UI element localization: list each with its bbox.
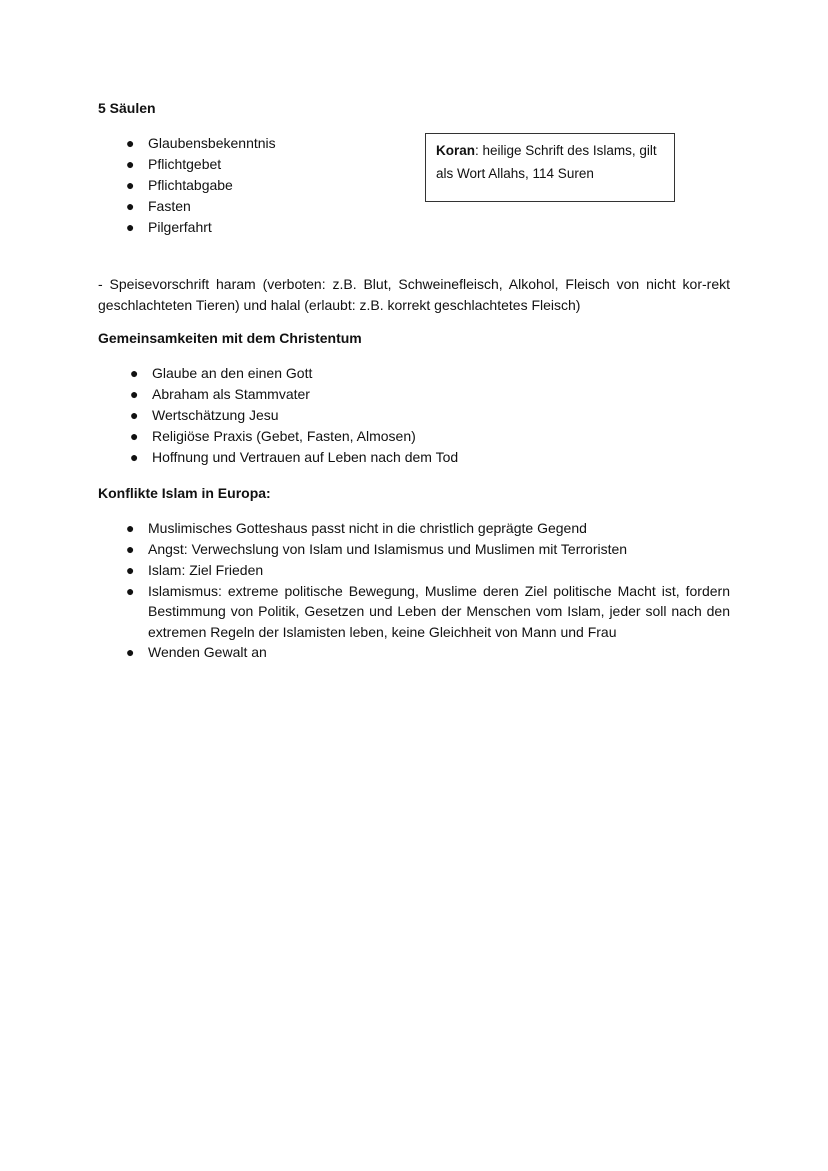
list-item <box>126 154 276 175</box>
item-text: Hoffnung und Vertrauen auf Leben nach dem Tod <box>152 449 459 465</box>
item-text: Wertschätzung Jesu <box>152 407 279 423</box>
bullet-icon: ● <box>126 520 135 536</box>
bullet-icon: ● <box>126 583 135 599</box>
bullet-icon: ● <box>130 428 139 444</box>
list-item <box>130 426 458 447</box>
item-text: Islamismus: extreme politische Bewegung, Muslime deren Ziel politische Macht ist, fordern Bestimmung von Politik, Gesetzen und Leben der Menschen vom Islam, jeder soll nach den extremen Regeln der Islamisten leben, keine Gleichheit von Mann und Frau <box>148 583 730 640</box>
heading-gemeinsamkeiten: Gemeinsamkeiten mit dem Christentum <box>98 330 362 346</box>
list-item <box>130 405 458 426</box>
bullet-icon: ● <box>126 156 135 172</box>
bullet-icon: ● <box>130 407 139 423</box>
konflikte-list <box>126 518 730 663</box>
list-item <box>130 447 459 468</box>
bullet-icon: ● <box>130 449 139 465</box>
bullet-icon: ● <box>130 386 139 402</box>
list-item <box>130 384 458 405</box>
item-text: Fasten <box>148 198 191 214</box>
list-item <box>130 363 458 384</box>
item-text: Religiöse Praxis (Gebet, Fasten, Almosen) <box>152 428 416 444</box>
list-item <box>126 581 730 642</box>
list-item <box>126 175 276 196</box>
item-text: Wenden Gewalt an <box>148 643 267 660</box>
item-text: Islam: Ziel Frieden <box>148 562 264 578</box>
list-item <box>126 642 730 663</box>
bullet-icon: ● <box>126 219 135 235</box>
bullet-icon: ● <box>126 643 135 660</box>
list-item <box>126 518 730 539</box>
heading-saeulen: 5 Säulen <box>98 100 156 116</box>
saeulen-list <box>126 133 276 238</box>
bullet-icon: ● <box>126 562 135 578</box>
heading-konflikte: Konflikte Islam in Europa: <box>98 485 271 501</box>
gemeinsamkeiten-list <box>130 363 459 468</box>
list-item <box>126 217 276 238</box>
list-item <box>126 560 730 581</box>
item-text: Angst: Verwechslung von Islam und Islamismus und Muslimen mit Terroristen <box>148 541 628 557</box>
item-text: Pflichtabgabe <box>148 177 233 193</box>
item-text: Abraham als Stammvater <box>152 386 310 402</box>
koran-term: Koran <box>436 143 476 158</box>
koran-text: : heilige Schrift des Islams, gilt als Wort Allahs, 114 Suren <box>436 143 657 181</box>
list-item <box>126 539 730 560</box>
bullet-icon: ● <box>126 198 135 214</box>
item-text: Pilgerfahrt <box>148 219 212 235</box>
item-text: Glaubensbekenntnis <box>148 135 276 151</box>
bullet-icon: ● <box>130 365 139 381</box>
list-item <box>126 133 276 154</box>
bullet-icon: ● <box>126 541 135 557</box>
item-text: Glaube an den einen Gott <box>152 365 313 381</box>
item-text: Muslimisches Gotteshaus passt nicht in die christlich geprägte Gegend <box>148 520 587 536</box>
speisevorschrift-paragraph: - Speisevorschrift haram (verboten: z.B. Blut, Schweinefleisch, Alkohol, Fleisch von nicht kor-rekt geschlachteten Tieren) und halal (erlaubt: z.B. korrekt geschlachtetes Fleisch) <box>98 276 730 313</box>
bullet-icon: ● <box>126 177 135 193</box>
item-text: Pflichtgebet <box>148 156 222 172</box>
koran-info-box <box>425 133 675 202</box>
bullet-icon: ● <box>126 135 135 151</box>
list-item <box>126 196 276 217</box>
